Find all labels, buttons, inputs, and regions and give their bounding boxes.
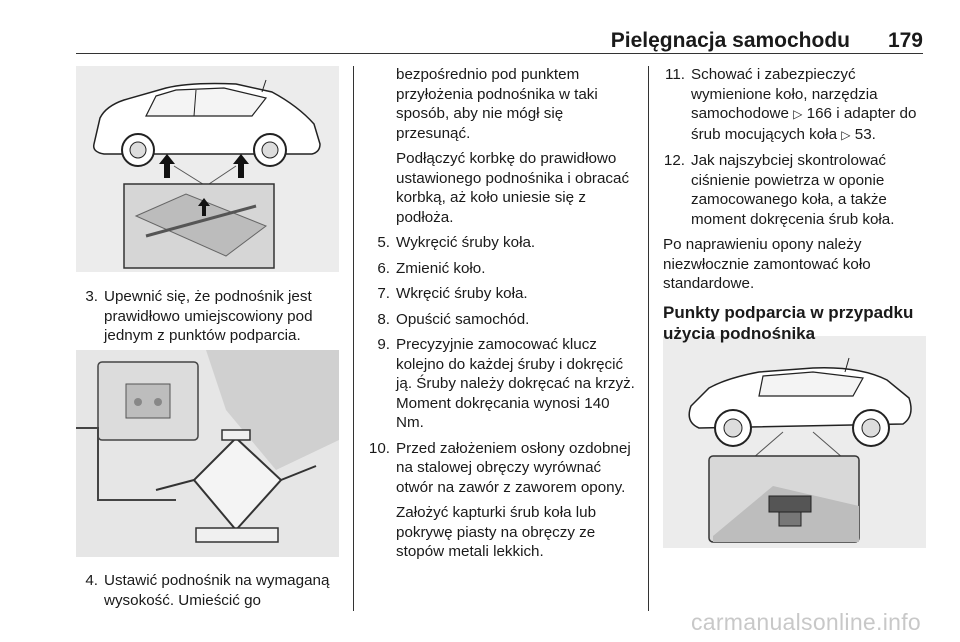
step-12 (663, 151, 935, 229)
step-6 (368, 259, 640, 279)
figure-car-jack-points (76, 66, 339, 272)
step-text: i adapter do śrub mocujących koła (691, 105, 917, 143)
step-number: 8. (377, 310, 390, 328)
step-number: 11. (665, 66, 685, 83)
header-rule (76, 53, 923, 54)
page-reference[interactable]: 166 (806, 105, 832, 122)
page-title: Pielęgnacja samochodu (610, 29, 850, 52)
column-divider-2 (648, 66, 649, 611)
after-repair-paragraph: Po naprawieniu opony należy niezwłocznie zamontować koło standardowe. (663, 236, 871, 292)
step-text: Zmienić koło. (396, 259, 486, 277)
reference-arrow-icon: ▷ (793, 107, 803, 121)
step-text: Wykręcić śruby koła. (396, 234, 536, 251)
step-number: 5. (377, 234, 390, 251)
page-reference[interactable]: 53. (854, 125, 876, 143)
step-number: 6. (377, 259, 390, 277)
step-number: 4. (85, 572, 98, 589)
column-2 (368, 65, 640, 568)
watermark: carmanualsonline.info (690, 609, 921, 635)
figure-support-points (663, 336, 926, 548)
step-text: Schować i zabezpieczyć wymienione koło, narzędzia samochodowe (691, 66, 878, 122)
step-11 (663, 65, 935, 145)
step-7 (368, 284, 640, 304)
step-8 (368, 310, 640, 330)
step-text: Jak najszybciej skontrolować ciśnienie powietrza w oponie zamocowanego koła, a także moment dokręcenia śrub koła. (691, 152, 895, 228)
caps-paragraph: Założyć kapturki śrub koła lub pokrywę piasty na obręczy ze stopów metali lekkich. (396, 504, 597, 560)
section-heading: Punkty podparcia w przypadku użycia podnośnika (663, 302, 914, 343)
step-number: 12. (663, 152, 685, 169)
step-text: Opuścić samochód. (396, 310, 530, 328)
step-text: Wkręcić śruby koła. (396, 285, 528, 302)
column-3 (663, 65, 935, 344)
column-1 (76, 287, 342, 352)
step-9 (368, 335, 640, 433)
step-text: Precyzyjnie zamocować klucz kolejno do każdej śruby i dokręcić ją. Śruby należy dokręcać na krzyż. Moment dokręcania wynosi 140 Nm. (396, 336, 635, 431)
step-text: Przed założeniem osłony ozdobnej na stalowej obręczy wyrównać otwór na zawór z zaworem opony. (396, 439, 631, 496)
step-5 (368, 233, 640, 253)
figure-scissor-jack (76, 350, 339, 557)
step-number: 3. (85, 288, 98, 305)
step-4-continuation: bezpośrednio pod punktem przyłożenia podnośnika w taki sposób, aby nie mógł się przesunąć. (396, 66, 598, 142)
reference-arrow-icon: ▷ (841, 127, 851, 142)
page-number: 179 (887, 29, 923, 52)
crank-paragraph: Podłączyć korbkę do prawidłowo ustawionego podnośnika i obracać korbką, aż koło uniesie się z podłoża. (396, 150, 630, 226)
step-number: 10. (368, 439, 390, 457)
step-10 (368, 439, 640, 498)
step-number: 9. (377, 336, 390, 353)
step-text: Ustawić podnośnik na wymaganą wysokość. Umieścić go (104, 572, 330, 609)
step-3 (76, 287, 342, 346)
step-number: 7. (377, 285, 390, 302)
step-4 (76, 571, 342, 610)
column-divider-1 (353, 66, 354, 611)
column-1-bottom (76, 571, 342, 616)
step-text: Upewnić się, że podnośnik jest prawidłowo umiejscowiony pod jednym z punktów podparcia. (104, 288, 313, 344)
